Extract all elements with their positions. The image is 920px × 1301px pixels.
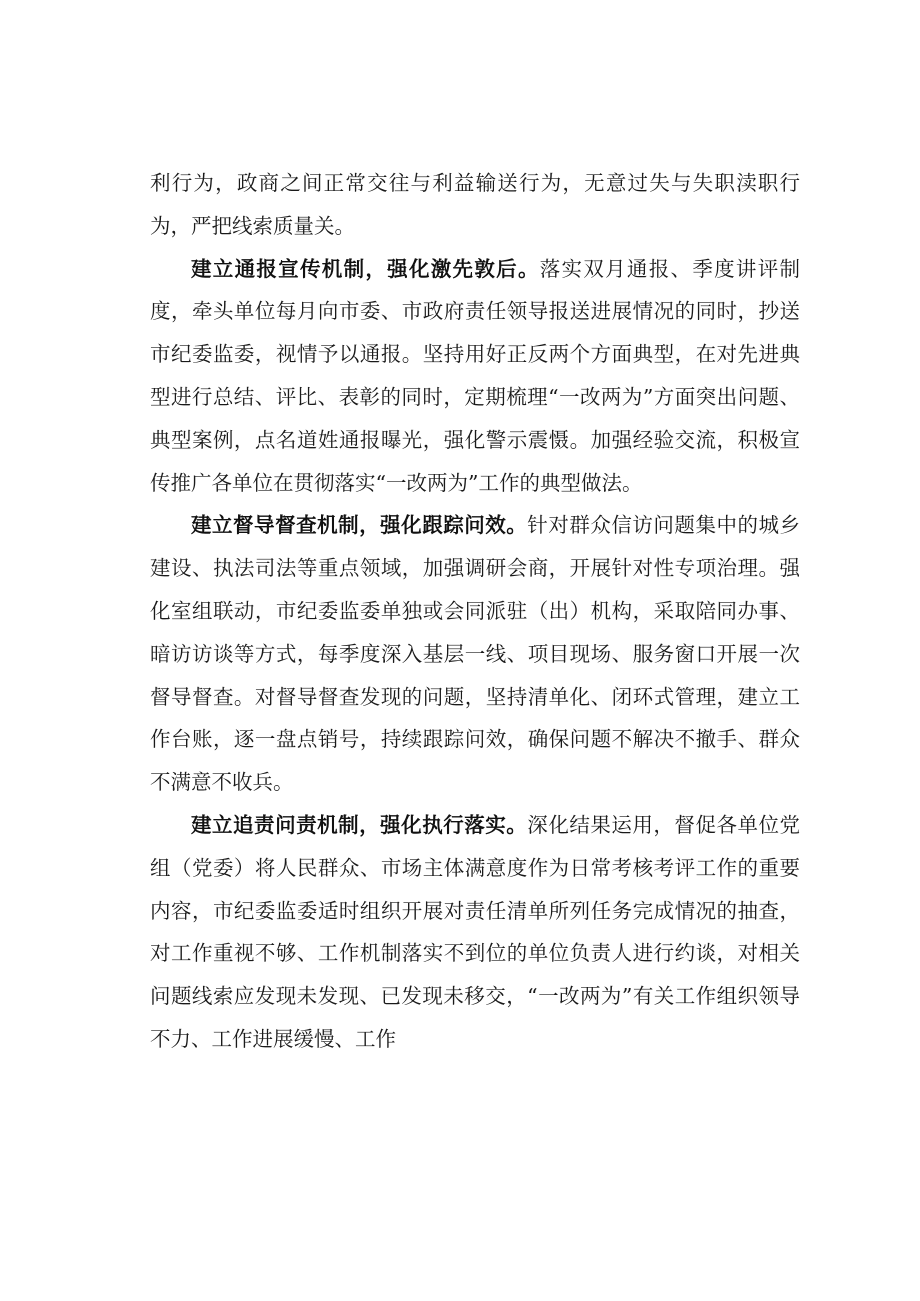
paragraph-notification-publicity — [150, 248, 800, 505]
document-body — [150, 162, 800, 1061]
paragraph-heading: 建立追责问责机制，强化执行落实。 — [191, 812, 528, 837]
paragraph-heading: 建立通报宣传机制，强化激先敦后。 — [191, 256, 540, 281]
paragraph-supervision-inspection — [150, 504, 800, 804]
paragraph-text: 深化结果运用，督促各单位党组（党委）将人民群众、市场主体满意度作为日常考核考评工作的重要内容，市纪委监委适时组织开展对责任清单所列任务完成情况的抽查，对工作重视不够、工作机制落实不到位的单位负责人进行约谈，对相关问题线索应发现未发现、已发现未移交，“一改两为”有关工作组织领导不力、工作进展缓慢、工作 — [150, 812, 801, 1051]
paragraph-heading: 建立督导督查机制，强化跟踪问效。 — [191, 513, 528, 538]
paragraph-text: 利行为，政商之间正常交往与利益输送行为，无意过失与失职渎职行为，严把线索质量关。 — [150, 171, 800, 238]
paragraph-accountability — [150, 804, 800, 1061]
paragraph-text: 针对群众信访问题集中的城乡建设、执法司法等重点领域，加强调研会商，开展针对性专项治理。强化室组联动，市纪委监委单独或会同派驻（出）机构，采取陪同办事、暗访访谈等方式，每季度深入基层一线、项目现场、服务窗口开展一次督导督查。对督导督查发现的问题，坚持清单化、闭环式管理，建立工作台账，逐一盘点销号，持续跟踪问效，确保问题不解决不撤手、群众不满意不收兵。 — [150, 513, 801, 795]
paragraph-text: 落实双月通报、季度讲评制度，牵头单位每月向市委、市政府责任领导报送进展情况的同时，抄送市纪委监委，视情予以通报。坚持用好正反两个方面典型，在对先进典型进行总结、评比、表彰的同时，定期梳理“一改两为”方面突出问题、典型案例，点名道姓通报曝光，强化警示震慑。加强经验交流，积极宣传推广各单位在贯彻落实“一改两为”工作的典型做法。 — [150, 256, 801, 495]
paragraph-continuation — [150, 162, 800, 248]
